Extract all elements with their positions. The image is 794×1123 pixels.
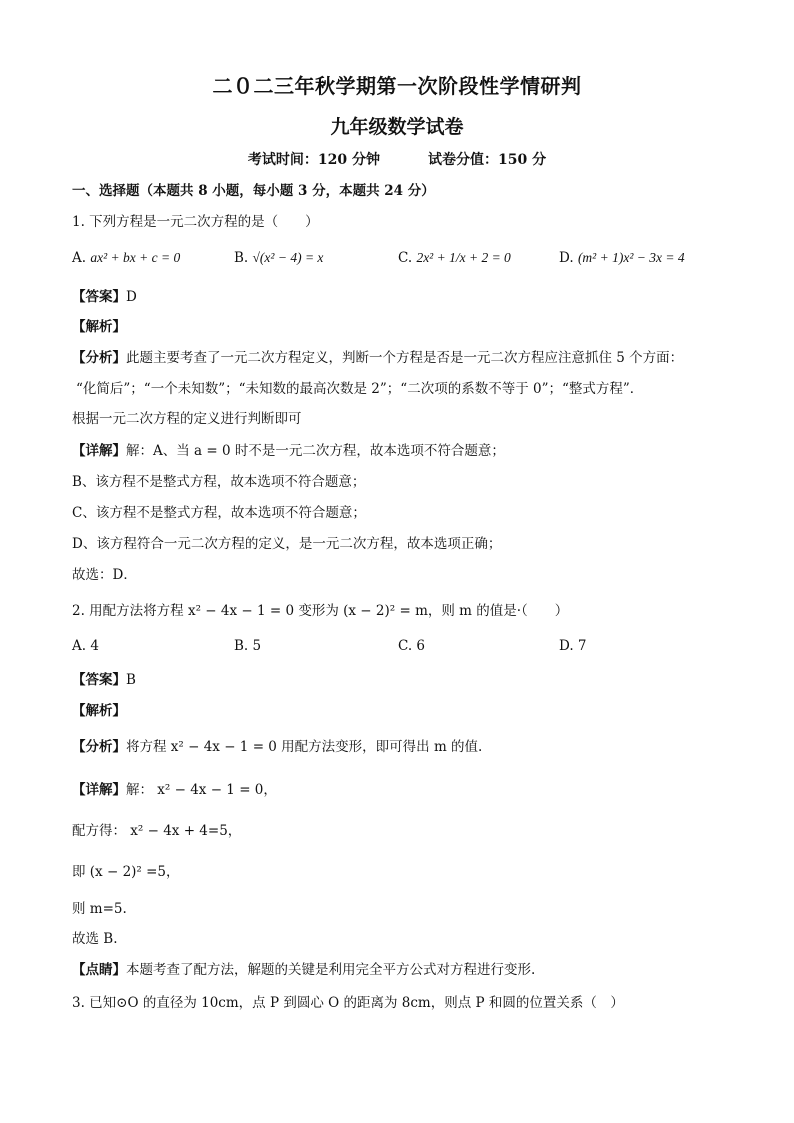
dianjing-text: 本题考查了配方法，解题的关键是利用完全平方公式对方程进行变形. [126, 962, 536, 978]
q2-answer [72, 670, 136, 690]
fenxi-text: 将方程 x² − 4x − 1 = 0 用配方法变形，即可得出 m 的值. [126, 739, 483, 755]
q2-option-d: D. 7 [559, 638, 587, 654]
q1-fenxi [72, 348, 683, 368]
q2-option-c: C. 6 [398, 638, 426, 654]
q1-fenxi-line3: 根据一元二次方程的定义进行判断即可 [72, 411, 302, 427]
q1-option-d-expr: (m² + 1)x² − 3x = 4 [577, 250, 685, 265]
q1-option-a [72, 250, 180, 266]
q1-option-b-label: B. [234, 250, 249, 266]
q1-conclusion: 故选：D． [72, 567, 137, 583]
q2-option-b: B. 5 [234, 638, 262, 654]
q2-detail-3: 即 (x − 2)² =5， [72, 864, 180, 880]
dianjing-tag: 【点睛】 [72, 962, 126, 978]
exam-score: 试卷分值：150 分 [428, 152, 547, 168]
answer-tag: 【答案】 [72, 672, 126, 688]
exam-info [0, 149, 794, 169]
q1-fenxi-line2: “化简后”；“一个未知数”；“未知数的最高次数是 2”；“二次项的系数不等于 0”；“整式方程”． [76, 381, 644, 397]
answer-value: B [126, 672, 136, 688]
q1-detail-d: D、该方程符合一元二次方程的定义，是一元二次方程，故本选项正确； [72, 536, 502, 552]
q1-option-b-expr: √(x² − 4) = x [252, 250, 324, 265]
q1-detail-b: B、该方程不是整式方程，故本选项不符合题意； [72, 474, 366, 490]
q1-analysis-tag: 【解析】 [72, 319, 126, 335]
answer-value: D [126, 289, 137, 305]
q2-fenxi [72, 737, 482, 757]
page-title: 二０二三年秋学期第一次阶段性学情研判 [212, 74, 582, 98]
q1-option-a-expr: ax² + bx + c = 0 [90, 250, 181, 265]
q1-option-d [559, 250, 685, 266]
q1-answer [72, 287, 137, 307]
fenxi-tag: 【分析】 [72, 739, 126, 755]
q1-option-b [234, 250, 323, 266]
q2-detail-4: 则 m=5. [72, 901, 127, 917]
detail-tag: 【详解】 [72, 782, 126, 798]
detail-tag: 【详解】 [72, 443, 126, 459]
q2-detail-2: 配方得： x² − 4x + 4=5， [72, 823, 242, 839]
q2-detail [72, 780, 277, 800]
q1-detail-c: C、该方程不是整式方程，故本选项不符合题意； [72, 505, 366, 521]
exam-time: 考试时间：120 分钟 [247, 152, 380, 168]
q1-option-a-label: A. [72, 250, 87, 266]
q1-stem: 1. 下列方程是一元二次方程的是（ ） [72, 214, 319, 230]
q2-stem: 2. 用配方法将方程 x² − 4x − 1 = 0 变形为 (x − 2)² = m，则 m 的值是·（ ） [72, 603, 569, 619]
q1-option-c [398, 250, 511, 266]
page-subtitle: 九年级数学试卷 [330, 116, 464, 138]
q2-dianjing [72, 960, 535, 980]
detail-1: 解： x² − 4x − 1 = 0， [126, 782, 277, 798]
fenxi-tag: 【分析】 [72, 350, 126, 366]
q2-conclusion: 故选 B. [72, 931, 118, 947]
section-heading: 一、选择题（本题共 8 小题，每小题 3 分，本题共 24 分） [72, 183, 435, 199]
q1-option-d-label: D. [559, 250, 574, 266]
detail-a: 解：A、当 a = 0 时不是一元二次方程，故本选项不符合题意； [126, 443, 505, 459]
q1-option-c-label: C. [398, 250, 413, 266]
q3-stem: 3. 已知⊙O 的直径为 10cm，点 P 到圆心 O 的距离为 8cm，则点 P 和圆的位置关系（ ） [72, 995, 624, 1011]
q1-detail [72, 441, 505, 461]
q1-option-c-expr: 2x² + 1/x + 2 = 0 [416, 250, 511, 265]
answer-tag: 【答案】 [72, 289, 126, 305]
fenxi-text: 此题主要考查了一元二次方程定义，判断一个方程是否是一元二次方程应注意抓住 5 个方面： [126, 350, 684, 366]
q2-option-a: A. 4 [72, 638, 99, 654]
q2-analysis-tag: 【解析】 [72, 703, 126, 719]
